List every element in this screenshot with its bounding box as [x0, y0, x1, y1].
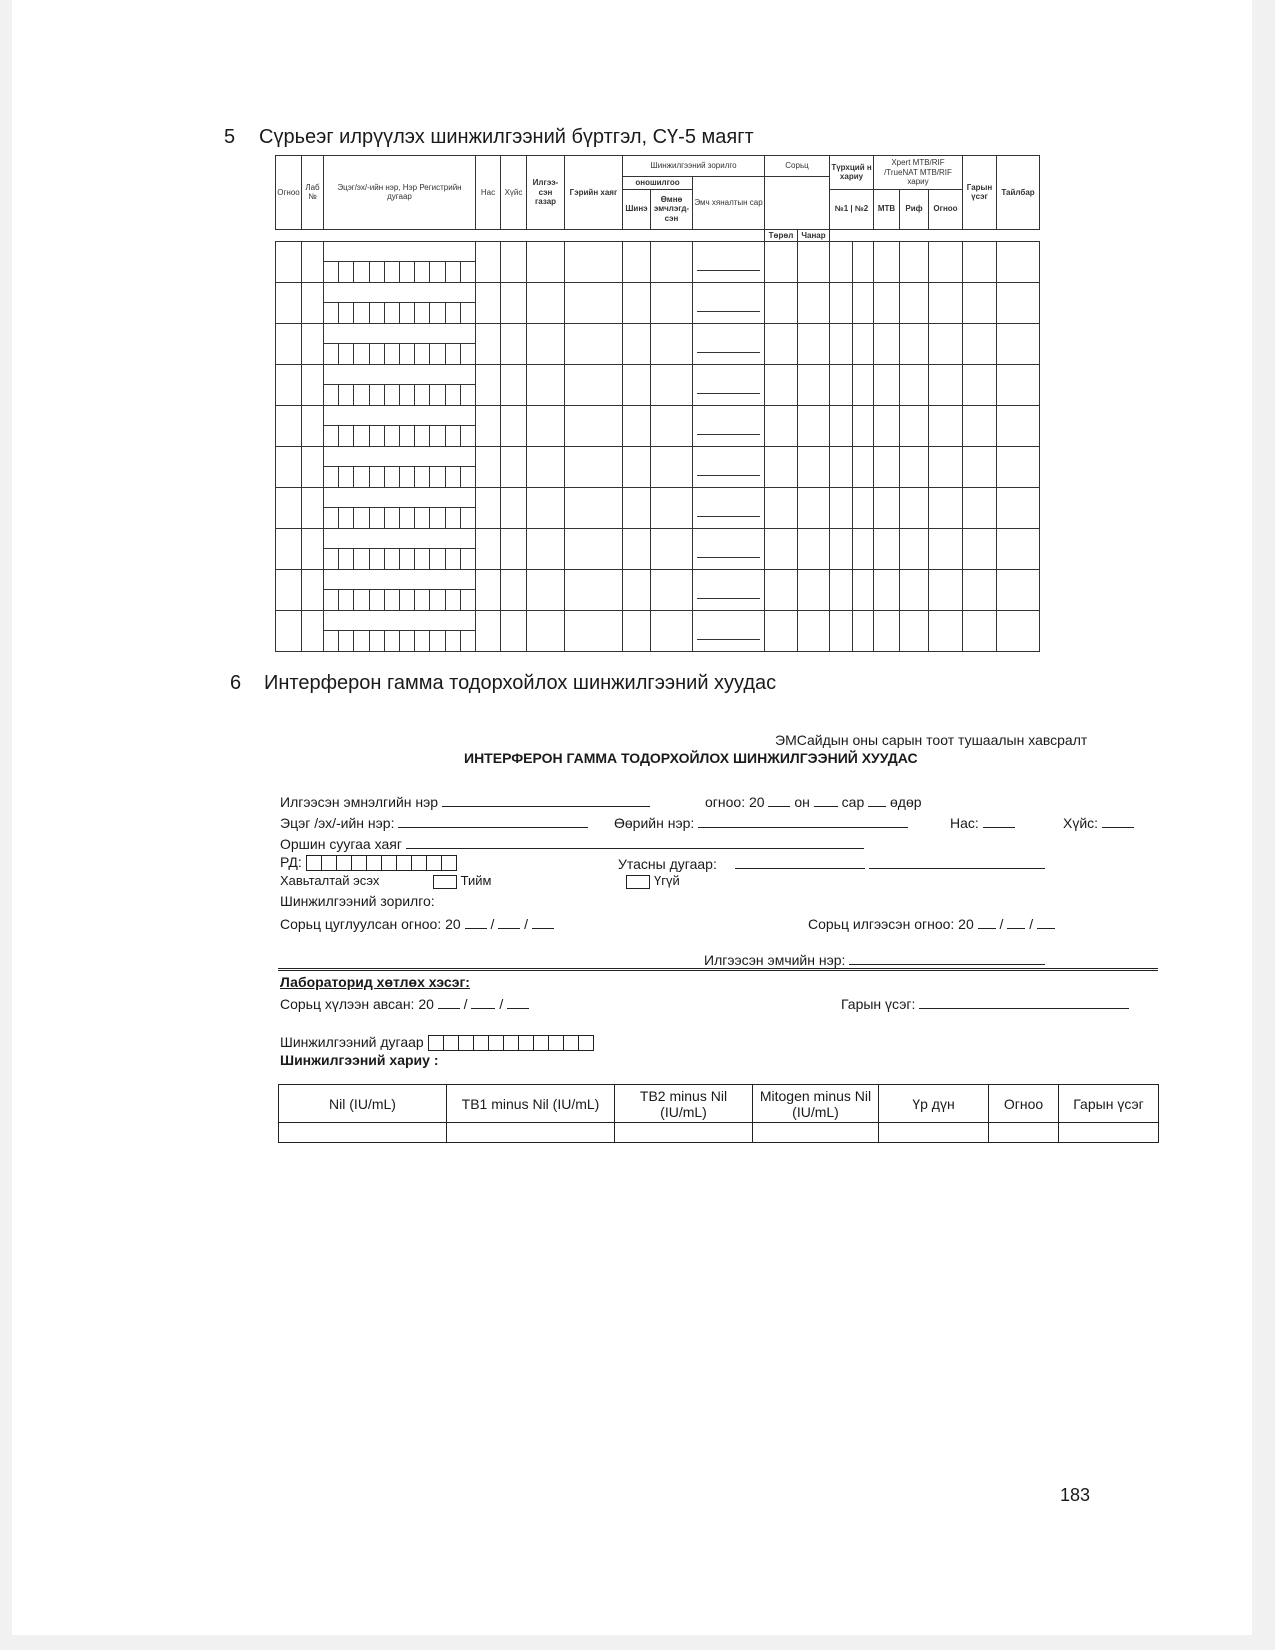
table-row[interactable]	[276, 242, 1040, 283]
register-id-boxes[interactable]	[324, 302, 475, 323]
table-row[interactable]	[276, 365, 1040, 406]
doctor-label: Илгээсэн эмчийн нэр:	[704, 952, 846, 968]
sent-label: Сорьц илгээсэн огноо: 20	[808, 916, 974, 932]
table-row[interactable]	[276, 611, 1040, 652]
phone-field-2[interactable]	[869, 854, 1045, 869]
table-row[interactable]	[276, 488, 1040, 529]
col-mtb: МТВ	[874, 189, 900, 229]
own-name-field[interactable]	[698, 813, 908, 828]
phone-field-1[interactable]	[735, 854, 865, 869]
register-id-boxes[interactable]	[324, 548, 475, 569]
result-row[interactable]	[279, 1123, 1159, 1143]
month-label: сар	[841, 794, 865, 810]
table-row[interactable]	[276, 406, 1040, 447]
col-quality: Чанар	[798, 229, 830, 242]
col-xpert-date: Огноо	[929, 189, 963, 229]
col-new: Шинэ	[623, 189, 651, 229]
sex-field[interactable]	[1102, 813, 1134, 828]
section-5-title: Сүрьеэг илрүүлэх шинжилгээний бүртгэл, СҮ-5 маягт	[259, 126, 754, 148]
collected-month-field[interactable]	[498, 914, 520, 929]
col-type: Төрөл	[765, 229, 798, 242]
table-row[interactable]	[276, 570, 1040, 611]
result-col-date: Огноо	[989, 1085, 1059, 1123]
table-row[interactable]	[276, 283, 1040, 324]
lab-signature-field[interactable]	[919, 994, 1129, 1009]
collected-label: Сорьц цуглуулсан огноо: 20	[280, 916, 461, 932]
contact-yes-label: Тийм	[460, 873, 492, 888]
col-sender: Илгээ-сэн газар	[527, 156, 565, 230]
month-field[interactable]	[814, 792, 838, 807]
page-number: 183	[1060, 1485, 1091, 1505]
register-id-boxes[interactable]	[324, 343, 475, 364]
year-field[interactable]	[768, 792, 790, 807]
register-id-boxes[interactable]	[324, 261, 475, 282]
received-month-field[interactable]	[471, 994, 495, 1009]
col-specimen: Сорьц	[765, 156, 830, 177]
col-no1-no2: №1 | №2	[830, 189, 874, 229]
page-sheet: 5 Сүрьеэг илрүүлэх шинжилгээний бүртгэл, СҮ-5 маягт Огноо Лаб № Эцэг/эх/-ийн нэр, Нэр Регистрийн дугаар Нас Хүйс Илгээ-сэн газар Гэрийн хаяг Шинжилгээний зорилго Сорьц Түрхций н хариу Xpert MTB/RIF /TrueNAT MTB/RIF хариу Гарын үсэг Тайлбар оношилгоо Эмч хяналтын сар Шинэ Өмнө эмчлэгд-сэн №1 | №2 МТВ Риф Огноо Төрөл Чанар 6 Интерферон гамма тодорхойлох шинжилгээний хуудас ЭМСайдын оны сарын тоот тушаалын хавсралт ИНТЕРФЕРОН ГАММА ТОДОРХОЙЛОХ ШИНЖИЛГЭЭНИЙ ХУУДАС Илгээсэн эмнэлгийн нэр огноо: 20 он сар өдөр Эцэг /эх/-ийн нэр: Өөрийн нэр: Нас: Хүйс: Оршин суугаа хаяг РД: Утасны дугаар: Хавьталтай эсэх Тийм Үгүй Шинжилгээний зорилго: Сорьц цуглуулсан огноо: 20 / / Сорьц илгээсэн огноо: 20 / / Илгээсэн эмчийн нэр: Лабораторид хөтлөх хэсэг: Сорьц хүлээн авсан: 20 / / Гарын үсэг: Шинжилгээний дугаар Шинжилгээний хариу : Nil (IU/mL) TB1 minus Nil (IU/mL) TB2 minus Nil (IU/mL) Mitogen minus Nil (IU/mL) Үр дүн Огноо Гарын үсэг 183	[12, 0, 1252, 1635]
sent-month-field[interactable]	[1007, 914, 1025, 929]
own-name-label: Өөрийн нэр:	[614, 815, 695, 831]
result-col-mitogen: Mitogen minus Nil (IU/mL)	[753, 1085, 879, 1123]
result-heading: Шинжилгээний хариу :	[280, 1052, 439, 1068]
col-address: Гэрийн хаяг	[565, 156, 623, 230]
address-field[interactable]	[406, 834, 864, 849]
attachment-note: ЭМСайдын оны сарын тоот тушаалын хавсралт	[775, 732, 1088, 748]
register-id-boxes[interactable]	[324, 466, 475, 487]
rd-boxes[interactable]	[306, 855, 457, 871]
result-table	[278, 1084, 1159, 1143]
section-6-title: Интерферон гамма тодорхойлох шинжилгээний хуудас	[264, 672, 777, 694]
year-label: он	[794, 794, 810, 810]
collected-year-field[interactable]	[465, 914, 487, 929]
col-note: Тайлбар	[997, 156, 1040, 230]
register-id-boxes[interactable]	[324, 507, 475, 528]
collected-day-field[interactable]	[532, 914, 554, 929]
phone-label: Утасны дугаар:	[618, 856, 717, 872]
form-divider	[278, 968, 1158, 971]
received-label: Сорьц хүлээн авсан: 20	[280, 996, 434, 1012]
hospital-field[interactable]	[442, 792, 650, 807]
result-col-tb1: TB1 minus Nil (IU/mL)	[447, 1085, 615, 1123]
doctor-field[interactable]	[849, 950, 1045, 965]
result-col-nil: Nil (IU/mL)	[279, 1085, 447, 1123]
col-no2: №2	[854, 204, 869, 214]
contact-label: Хавьталтай эсэх	[280, 873, 380, 888]
specimen-spacer	[765, 177, 830, 230]
sent-year-field[interactable]	[978, 914, 996, 929]
col-lab-no: Лаб №	[302, 156, 324, 230]
received-year-field[interactable]	[438, 994, 460, 1009]
lab-signature-label: Гарын үсэг:	[841, 996, 916, 1012]
col-rif: Риф	[900, 189, 929, 229]
col-name: Эцэг/эх/-ийн нэр, Нэр Регистрийн дугаар	[324, 156, 476, 230]
contact-no-label: Үгүй	[654, 873, 680, 888]
register-id-boxes[interactable]	[324, 589, 475, 610]
register-id-boxes[interactable]	[324, 630, 475, 651]
col-date: Огноо	[276, 156, 302, 230]
result-col-outcome: Үр дүн	[879, 1085, 989, 1123]
tb-register-table	[275, 155, 1040, 652]
test-no-boxes[interactable]	[428, 1035, 594, 1051]
sent-day-field[interactable]	[1037, 914, 1055, 929]
table-row[interactable]	[276, 447, 1040, 488]
col-prev-treated: Өмнө эмчлэгд-сэн	[651, 189, 693, 229]
parent-name-field[interactable]	[398, 813, 588, 828]
table-row[interactable]	[276, 529, 1040, 570]
age-label: Нас:	[950, 815, 979, 831]
parent-name-label: Эцэг /эх/-ийн нэр:	[280, 815, 395, 831]
col-signature: Гарын үсэг	[963, 156, 997, 230]
contact-no-checkbox[interactable]	[626, 875, 650, 889]
col-smear-result: Түрхций н хариу	[830, 156, 874, 190]
age-field[interactable]	[983, 813, 1015, 828]
rd-label: РД:	[280, 854, 302, 870]
col-age: Нас	[476, 156, 501, 230]
col-xpert: Xpert MTB/RIF /TrueNAT MTB/RIF хариу	[874, 156, 963, 190]
register-id-boxes[interactable]	[324, 425, 475, 446]
day-field[interactable]	[868, 792, 886, 807]
form-title: ИНТЕРФЕРОН ГАММА ТОДОРХОЙЛОХ ШИНЖИЛГЭЭНИЙ ХУУДАС	[464, 750, 918, 766]
col-treatment-month: Эмч хяналтын сар	[693, 177, 765, 230]
col-no1: №1	[834, 204, 849, 214]
sex-label: Хүйс:	[1063, 815, 1099, 831]
col-sex: Хүйс	[501, 156, 527, 230]
lab-section-heading: Лабораторид хөтлөх хэсэг:	[280, 974, 470, 990]
result-col-signature: Гарын үсэг	[1059, 1085, 1159, 1123]
contact-yes-checkbox[interactable]	[433, 875, 457, 889]
address-label: Оршин суугаа хаяг	[280, 836, 402, 852]
result-col-tb2: TB2 minus Nil (IU/mL)	[615, 1085, 753, 1123]
date-label: огноо: 20	[705, 794, 765, 810]
col-purpose: Шинжилгээний зорилго	[623, 156, 765, 177]
register-id-boxes[interactable]	[324, 384, 475, 405]
received-day-field[interactable]	[507, 994, 529, 1009]
section-6-number: 6	[230, 672, 242, 694]
purpose-label: Шинжилгээний зорилго:	[280, 893, 435, 909]
table-row[interactable]	[276, 324, 1040, 365]
test-no-label: Шинжилгээний дугаар	[280, 1034, 424, 1050]
day-label: өдөр	[890, 794, 922, 810]
section-5-number: 5	[224, 126, 236, 148]
hospital-label: Илгээсэн эмнэлгийн нэр	[280, 794, 439, 810]
col-diagnosis: оношилгоо	[623, 177, 693, 190]
